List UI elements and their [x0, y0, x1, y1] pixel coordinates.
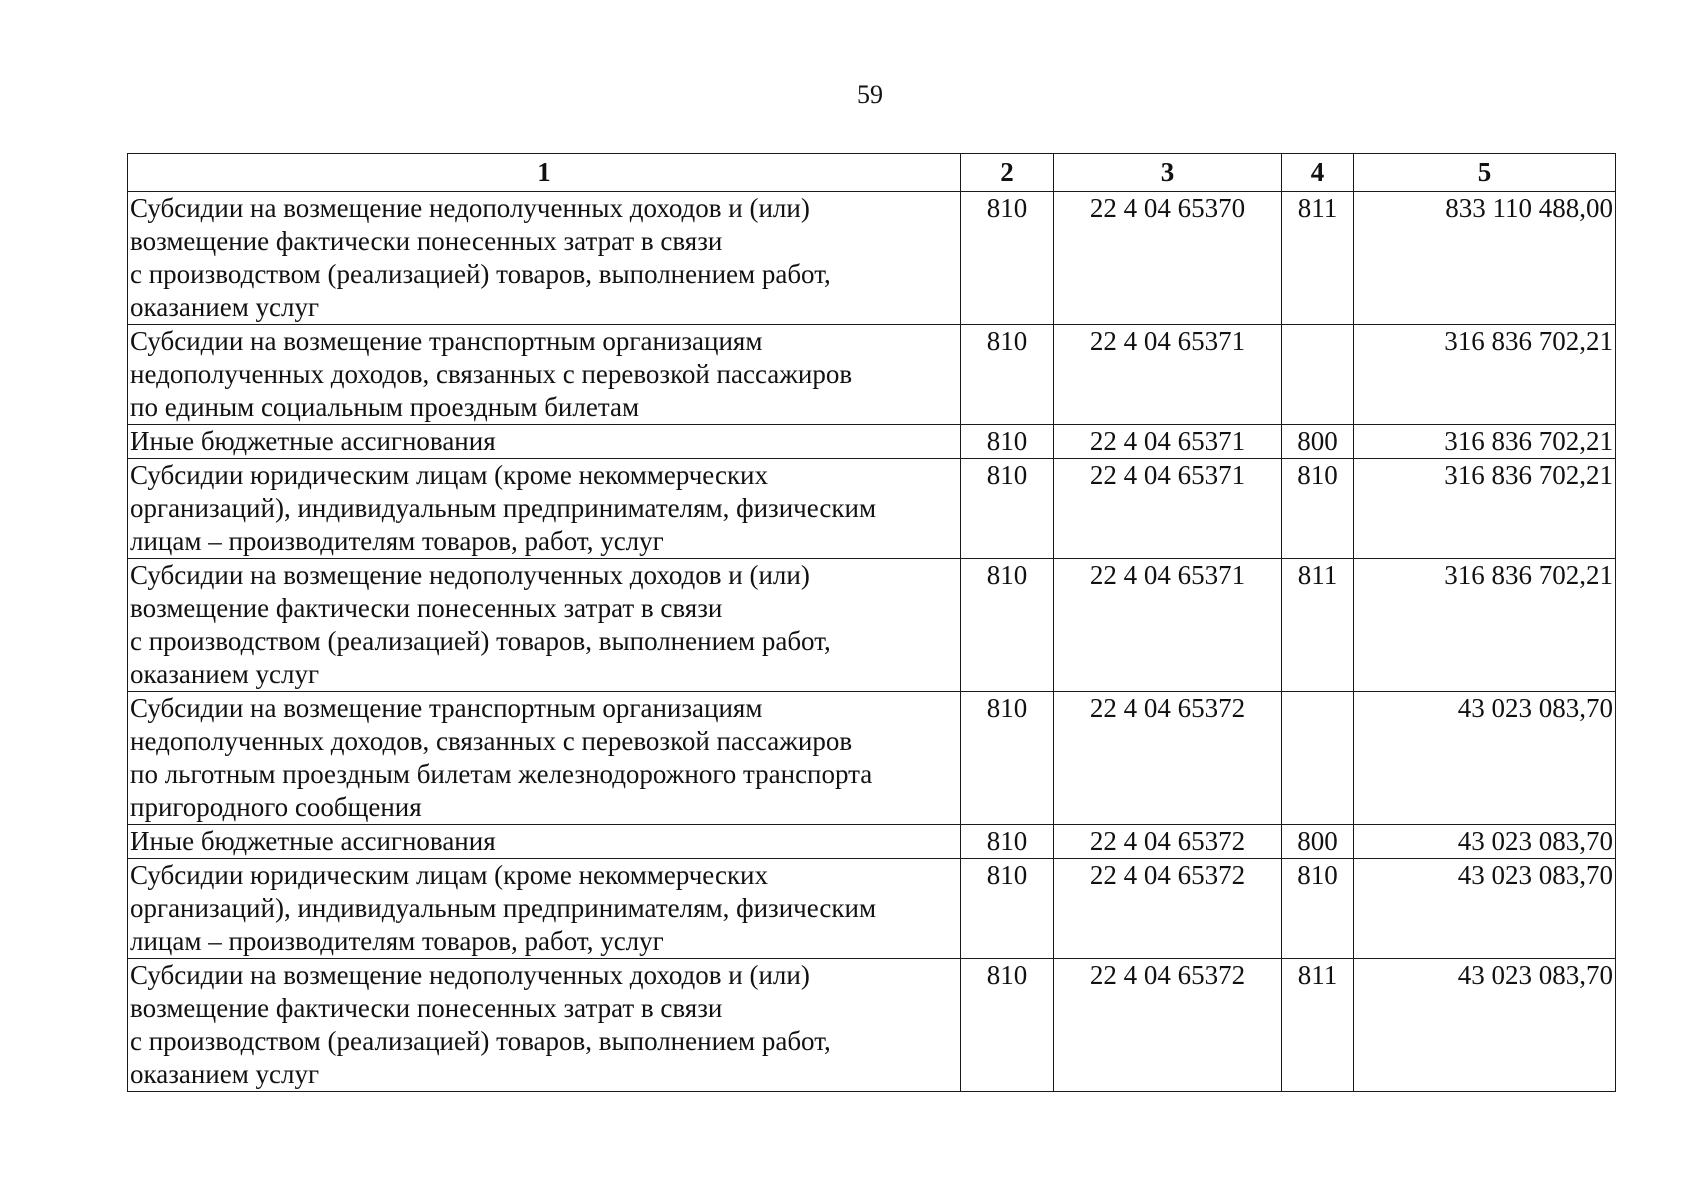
table-row: [128, 559, 1616, 692]
row-description: [128, 425, 961, 459]
column-header-1: 1: [128, 154, 961, 192]
table-row: [128, 325, 1616, 425]
expense-type-code: 811: [1282, 559, 1354, 692]
table-row: [128, 692, 1616, 825]
row-description: [128, 459, 961, 559]
target-article-code: 22 4 04 65372: [1054, 859, 1282, 959]
description-line: возмещение фактически понесенных затрат в связи: [130, 226, 723, 256]
description-line: с производством (реализацией) товаров, выполнением работ,: [130, 1026, 831, 1056]
target-article-code: 22 4 04 65371: [1054, 459, 1282, 559]
amount: 43 023 083,70: [1354, 859, 1616, 959]
amount: 43 023 083,70: [1354, 692, 1616, 825]
description-line: лицам – производителям товаров, работ, услуг: [130, 926, 664, 956]
expense-type-code: 810: [1282, 459, 1354, 559]
amount: 43 023 083,70: [1354, 825, 1616, 859]
description-line: организаций), индивидуальным предпринимателям, физическим: [130, 493, 877, 523]
table-row: [128, 192, 1616, 325]
row-description: [128, 325, 961, 425]
table-row: [128, 859, 1616, 959]
expense-type-code: 811: [1282, 192, 1354, 325]
table-row: [128, 459, 1616, 559]
description-line: возмещение фактически понесенных затрат в связи: [130, 593, 723, 623]
department-code: 810: [961, 692, 1054, 825]
row-description: [128, 859, 961, 959]
column-header-2: 2: [961, 154, 1054, 192]
expense-type-code: 800: [1282, 825, 1354, 859]
table-row: [128, 425, 1616, 459]
row-description: [128, 692, 961, 825]
description-line: Иные бюджетные ассигнования: [130, 826, 496, 856]
department-code: 810: [961, 192, 1054, 325]
description-line: недополученных доходов, связанных с перевозкой пассажиров: [130, 359, 853, 389]
description-line: по льготным проездным билетам железнодорожного транспорта: [130, 759, 873, 789]
amount: 316 836 702,21: [1354, 425, 1616, 459]
row-description: [128, 559, 961, 692]
budget-table: [127, 153, 1616, 1092]
description-line: лицам – производителям товаров, работ, услуг: [130, 526, 664, 556]
target-article-code: 22 4 04 65372: [1054, 825, 1282, 859]
table-row: [128, 959, 1616, 1092]
amount: 833 110 488,00: [1354, 192, 1616, 325]
row-description: [128, 192, 961, 325]
description-line: пригородного сообщения: [130, 792, 422, 822]
description-line: с производством (реализацией) товаров, выполнением работ,: [130, 626, 831, 656]
department-code: 810: [961, 425, 1054, 459]
target-article-code: 22 4 04 65372: [1054, 692, 1282, 825]
target-article-code: 22 4 04 65371: [1054, 425, 1282, 459]
description-line: возмещение фактически понесенных затрат в связи: [130, 993, 723, 1023]
target-article-code: 22 4 04 65372: [1054, 959, 1282, 1092]
department-code: 810: [961, 859, 1054, 959]
description-line: оказанием услуг: [130, 659, 320, 689]
column-header-5: 5: [1354, 154, 1616, 192]
description-line: Субсидии на возмещение транспортным организациям: [130, 326, 763, 356]
table-row: [128, 825, 1616, 859]
expense-type-code: 811: [1282, 959, 1354, 1092]
expense-type-code: [1282, 325, 1354, 425]
description-line: Субсидии на возмещение недополученных доходов и (или): [130, 960, 810, 990]
expense-type-code: 810: [1282, 859, 1354, 959]
description-line: оказанием услуг: [130, 1059, 320, 1089]
department-code: 810: [961, 325, 1054, 425]
target-article-code: 22 4 04 65371: [1054, 559, 1282, 692]
target-article-code: 22 4 04 65370: [1054, 192, 1282, 325]
column-header-4: 4: [1282, 154, 1354, 192]
column-header-3: 3: [1054, 154, 1282, 192]
department-code: 810: [961, 959, 1054, 1092]
description-line: Субсидии на возмещение недополученных доходов и (или): [130, 193, 810, 223]
amount: 316 836 702,21: [1354, 559, 1616, 692]
department-code: 810: [961, 559, 1054, 692]
description-line: Субсидии юридическим лицам (кроме некоммерческих: [130, 860, 769, 890]
page-number: 59: [857, 80, 883, 109]
row-description: [128, 825, 961, 859]
amount: 316 836 702,21: [1354, 325, 1616, 425]
description-line: организаций), индивидуальным предпринимателям, физическим: [130, 893, 877, 923]
header-row: [128, 154, 1616, 192]
description-line: Субсидии юридическим лицам (кроме некоммерческих: [130, 460, 769, 490]
amount: 316 836 702,21: [1354, 459, 1616, 559]
expense-type-code: 800: [1282, 425, 1354, 459]
amount: 43 023 083,70: [1354, 959, 1616, 1092]
table-body: [128, 192, 1616, 1092]
description-line: Субсидии на возмещение транспортным организациям: [130, 693, 763, 723]
target-article-code: 22 4 04 65371: [1054, 325, 1282, 425]
department-code: 810: [961, 459, 1054, 559]
department-code: 810: [961, 825, 1054, 859]
description-line: оказанием услуг: [130, 292, 320, 322]
row-description: [128, 959, 961, 1092]
description-line: с производством (реализацией) товаров, выполнением работ,: [130, 259, 831, 289]
expense-type-code: [1282, 692, 1354, 825]
description-line: Субсидии на возмещение недополученных доходов и (или): [130, 560, 810, 590]
description-line: Иные бюджетные ассигнования: [130, 426, 496, 456]
description-line: недополученных доходов, связанных с перевозкой пассажиров: [130, 726, 853, 756]
description-line: по единым социальным проездным билетам: [130, 392, 640, 422]
